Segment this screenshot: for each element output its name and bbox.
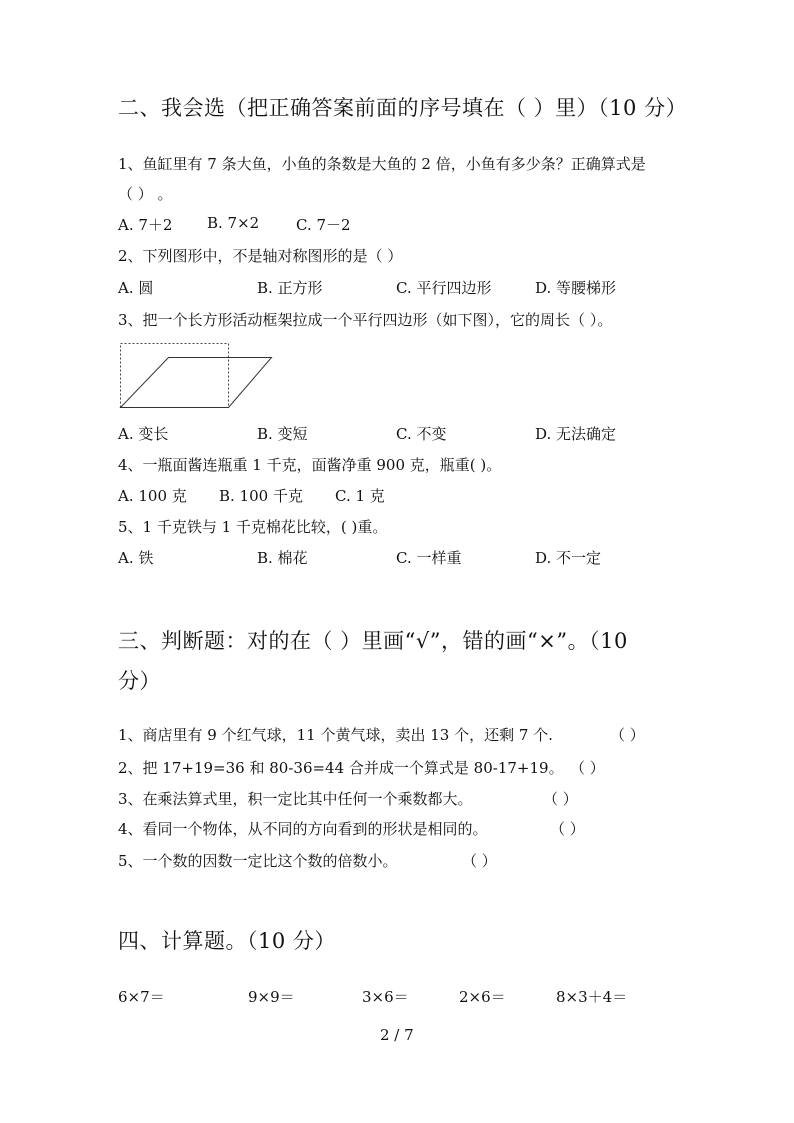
q1-answer-blank: （ ） 。 (118, 185, 173, 203)
judge-item-1: 1、商店里有 9 个红气球，11 个黄气球，卖出 13 个，还剩 7 个. (118, 726, 553, 744)
q5-option-b: B. 棉花 (257, 549, 308, 567)
q3-option-c: C. 不变 (396, 425, 447, 443)
q2-text: 2、下列图形中，不是轴对称图形的是（ ） (118, 247, 403, 265)
q2-option-d: D. 等腰梯形 (535, 279, 617, 297)
calc-problem-3: 3×6＝ (362, 988, 409, 1006)
judge-item-4: 4、看同一个物体，从不同的方向看到的形状是相同的。 (118, 820, 488, 838)
q4-option-c: C. 1 克 (335, 487, 385, 505)
q5-text: 5、1 千克铁与 1 千克棉花比较，( )重。 (118, 518, 388, 536)
judge-item-1-blank: （ ） (610, 726, 645, 744)
section2-heading: 二、我会选（把正确答案前面的序号填在（ ）里）（10 分） (118, 96, 688, 120)
judge-item-4-blank: （ ） (550, 820, 585, 838)
calc-problem-4: 2×6＝ (459, 988, 506, 1006)
q1-option-a: A. 7＋2 (118, 216, 173, 234)
q1-option-c: C. 7－2 (296, 216, 351, 234)
q2-option-b: B. 正方形 (257, 279, 323, 297)
q5-option-d: D. 不一定 (535, 549, 602, 567)
q5-option-c: C. 一样重 (396, 549, 462, 567)
calc-problem-5: 8×3＋4＝ (556, 988, 628, 1006)
judge-item-2-blank: （ ） (570, 759, 605, 777)
q5-option-a: A. 铁 (118, 549, 154, 567)
q3-option-d: D. 无法确定 (535, 425, 617, 443)
q3-text: 3、把一个长方形活动框架拉成一个平行四边形（如下图），它的周长（ ）。 (118, 311, 613, 329)
page-number: 2 / 7 (380, 1026, 414, 1044)
q4-option-b: B. 100 千克 (219, 487, 303, 505)
judge-item-5-blank: （ ） (462, 852, 497, 870)
q3-option-b: B. 变短 (257, 425, 308, 443)
q3-option-a: A. 变长 (118, 425, 169, 443)
q2-option-c: C. 平行四边形 (396, 279, 492, 297)
section3-heading: 三、判断题：对的在（ ）里画“√”，错的画“×”。（10 (118, 629, 628, 653)
q4-option-a: A. 100 克 (118, 487, 187, 505)
judge-item-5: 5、一个数的因数一定比这个数的倍数小。 (118, 852, 398, 870)
section4-heading: 四、计算题。（10 分） (118, 929, 336, 953)
q2-option-a: A. 圆 (118, 279, 154, 297)
judge-item-3: 3、在乘法算式里，积一定比其中任何一个乘数都大。 (118, 790, 473, 808)
q1-text: 1、鱼缸里有 7 条大鱼，小鱼的条数是大鱼的 2 倍，小鱼有多少条？正确算式是 (118, 155, 646, 173)
q1-option-b: B. 7×2 (207, 214, 260, 232)
rectangle-parallelogram-figure (118, 340, 274, 412)
calc-problem-2: 9×9＝ (248, 988, 295, 1006)
q4-text: 4、一瓶面酱连瓶重 1 千克，面酱净重 900 克，瓶重( )。 (118, 456, 502, 474)
judge-item-3-blank: （ ） (543, 790, 578, 808)
section3-heading-cont: 分） (118, 669, 161, 693)
calc-problem-1: 6×7＝ (118, 988, 165, 1006)
judge-item-2: 2、把 17+19=36 和 80-36=44 合并成一个算式是 80-17+19。 (118, 759, 564, 777)
